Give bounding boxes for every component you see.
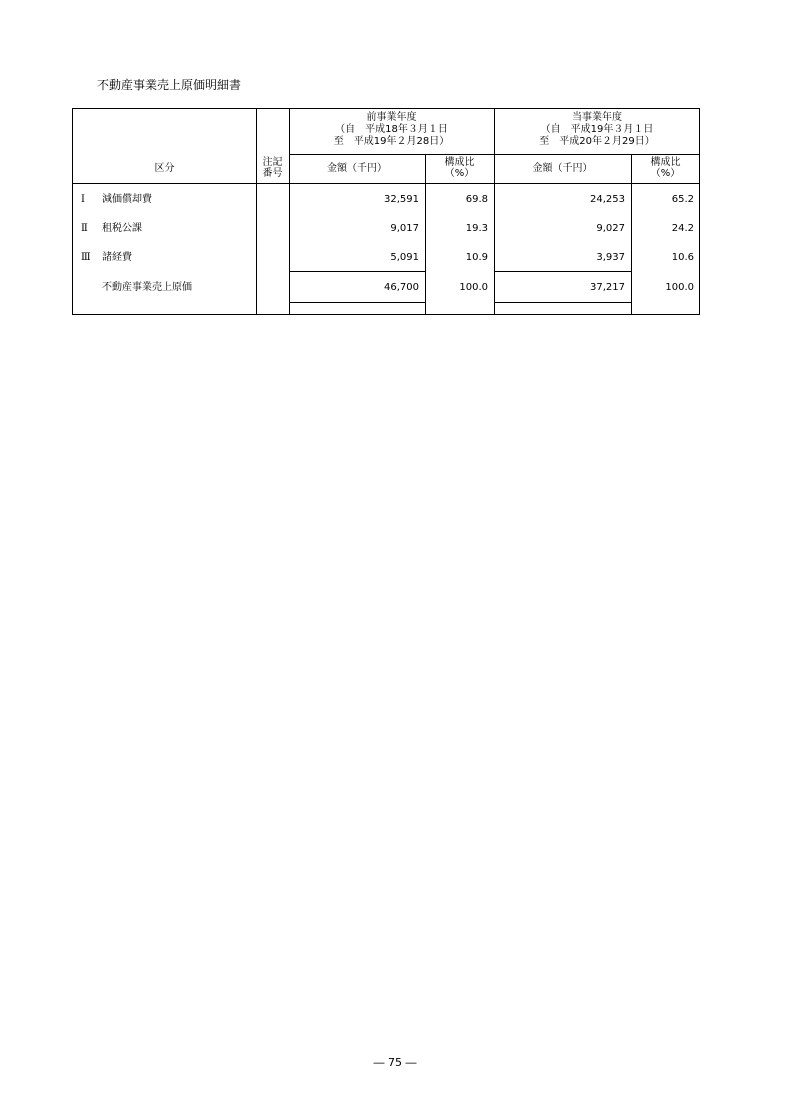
prev-amount: 5,091 xyxy=(390,252,419,263)
prev-period-from: （自 平成18年３月１日 xyxy=(335,124,448,135)
curr-amount: 9,027 xyxy=(596,223,625,234)
prev-amount-header: 金額（千円） xyxy=(327,163,387,174)
curr-ratio: 10.6 xyxy=(671,252,694,263)
divider xyxy=(256,109,257,314)
divider xyxy=(494,271,631,272)
total-label: 不動産事業売上原価 xyxy=(102,282,192,293)
total-curr-ratio: 100.0 xyxy=(665,282,694,293)
curr-ratio: 65.2 xyxy=(671,194,694,205)
curr-period-from: （自 平成19年３月１日 xyxy=(540,124,654,135)
prev-ratio-header: 構成比 （%） xyxy=(444,157,475,179)
divider xyxy=(289,271,425,272)
divider xyxy=(73,183,700,184)
total-prev-amount: 46,700 xyxy=(384,282,419,293)
row-number: Ⅲ xyxy=(81,252,91,263)
prev-period-to: 至 平成19年２月28日） xyxy=(333,136,450,147)
curr-ratio: 24.2 xyxy=(671,223,694,234)
prev-ratio: 10.9 xyxy=(465,252,488,263)
curr-amount-header: 金額（千円） xyxy=(532,163,593,174)
row-label: 諸経費 xyxy=(102,252,132,263)
row-number: Ⅱ xyxy=(81,223,88,234)
curr-amount: 3,937 xyxy=(596,252,625,263)
row-label: 租税公課 xyxy=(102,223,142,234)
curr-amount: 24,253 xyxy=(590,194,625,205)
document-title: 不動産事業売上原価明細書 xyxy=(97,78,242,92)
prev-amount: 9,017 xyxy=(390,223,419,234)
note-number-header: 注記 番号 xyxy=(262,157,283,179)
divider xyxy=(494,302,631,303)
prev-ratio: 19.3 xyxy=(465,223,488,234)
prev-period-label: 前事業年度 xyxy=(366,112,417,123)
prev-ratio: 69.8 xyxy=(465,194,488,205)
kubun-header: 区分 xyxy=(154,163,175,174)
row-label: 減価償却費 xyxy=(102,194,152,205)
prev-amount: 32,591 xyxy=(384,194,419,205)
curr-period-to: 至 平成20年２月29日） xyxy=(539,136,655,147)
curr-ratio-header: 構成比 （%） xyxy=(650,157,681,179)
total-curr-amount: 37,217 xyxy=(590,282,625,293)
row-number: Ⅰ xyxy=(81,194,85,205)
total-prev-ratio: 100.0 xyxy=(459,282,488,293)
cost-table xyxy=(72,108,700,315)
page-number: ― 75 ― xyxy=(373,1056,417,1069)
divider xyxy=(289,302,425,303)
curr-period-label: 当事業年度 xyxy=(572,112,622,123)
divider xyxy=(289,154,700,155)
